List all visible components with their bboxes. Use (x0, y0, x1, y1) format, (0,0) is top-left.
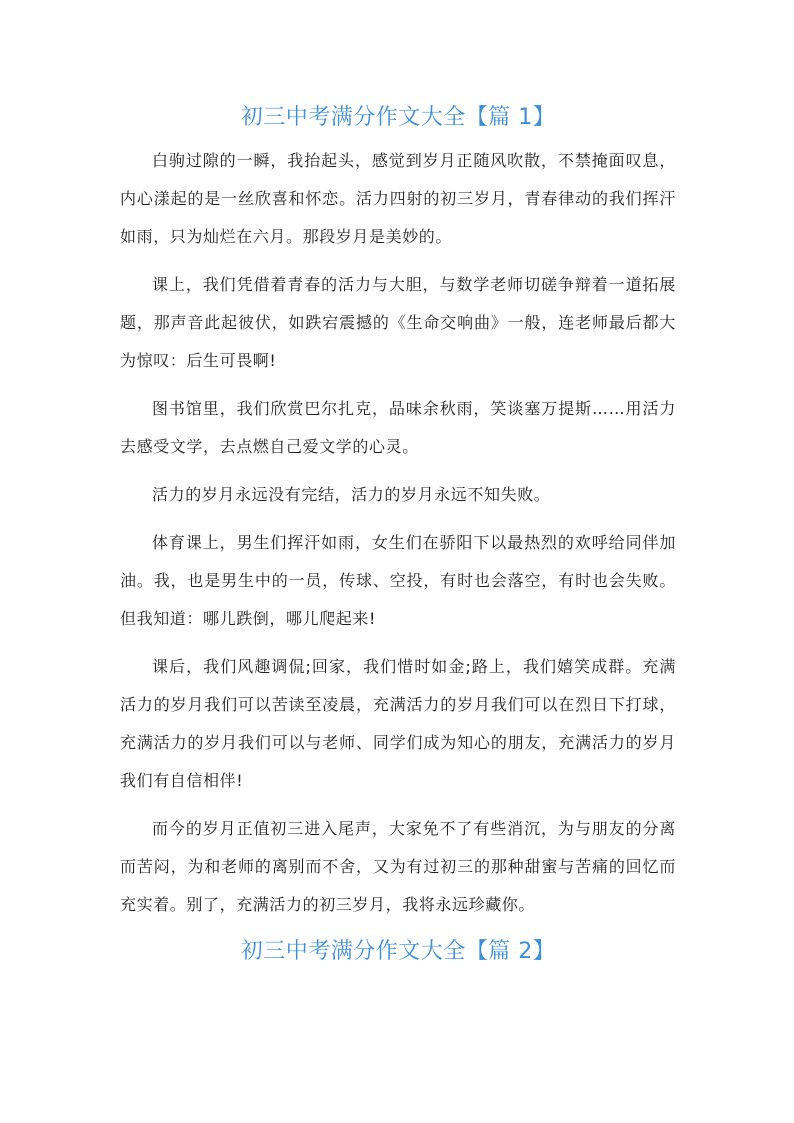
article-title-1: 初三中考满分作文大全【篇 1】 (240, 105, 556, 130)
paragraph-5: 体育课上，男生们挥汗如雨，女生们在骄阳下以最热烈的欢呼给同伴加油。我，也是男生中的一员，传球、空投，有时也会落空，有时也会失败。但我知道：哪儿跌倒，哪儿爬起来! (120, 533, 676, 628)
document-page (120, 100, 676, 970)
paragraph-4: 活力的岁月永远没有完结，活力的岁月永远不知失败。 (152, 485, 551, 504)
paragraph-7: 而今的岁月正值初三进入尾声，大家免不了有些消沉，为与朋友的分离而苦闷，为和老师的离别而不舍，又为有过初三的那种甜蜜与苦痛的回忆而充实着。别了，充满活力的初三岁月，我将永远珍藏你。 (120, 819, 676, 914)
article-title-2: 初三中考满分作文大全【篇 2】 (240, 939, 556, 964)
paragraph-2: 课上，我们凭借着青春的活力与大胆，与数学老师切磋争辩着一道拓展题，那声音此起彼伏，如跌宕震撼的《生命交响曲》一般，连老师最后都大为惊叹：后生可畏啊! (120, 275, 676, 370)
paragraph-6: 课后，我们风趣调侃;回家，我们惜时如金;路上，我们嬉笑成群。充满活力的岁月我们可以苦读至凌晨，充满活力的岁月我们可以在烈日下打球，充满活力的岁月我们可以与老师、同学们成为知心的朋友，充满活力的岁月我们有自信相伴! (120, 657, 676, 790)
paragraph-3: 图书馆里，我们欣赏巴尔扎克，品味余秋雨，笑谈塞万提斯……用活力去感受文学，去点燃自己爱文学的心灵。 (120, 399, 676, 456)
paragraph-1: 白驹过隙的一瞬，我抬起头，感觉到岁月正随风吹散，不禁掩面叹息，内心漾起的是一丝欣喜和怀恋。活力四射的初三岁月，青春律动的我们挥汗如雨，只为灿烂在六月。那段岁月是美妙的。 (120, 151, 676, 246)
